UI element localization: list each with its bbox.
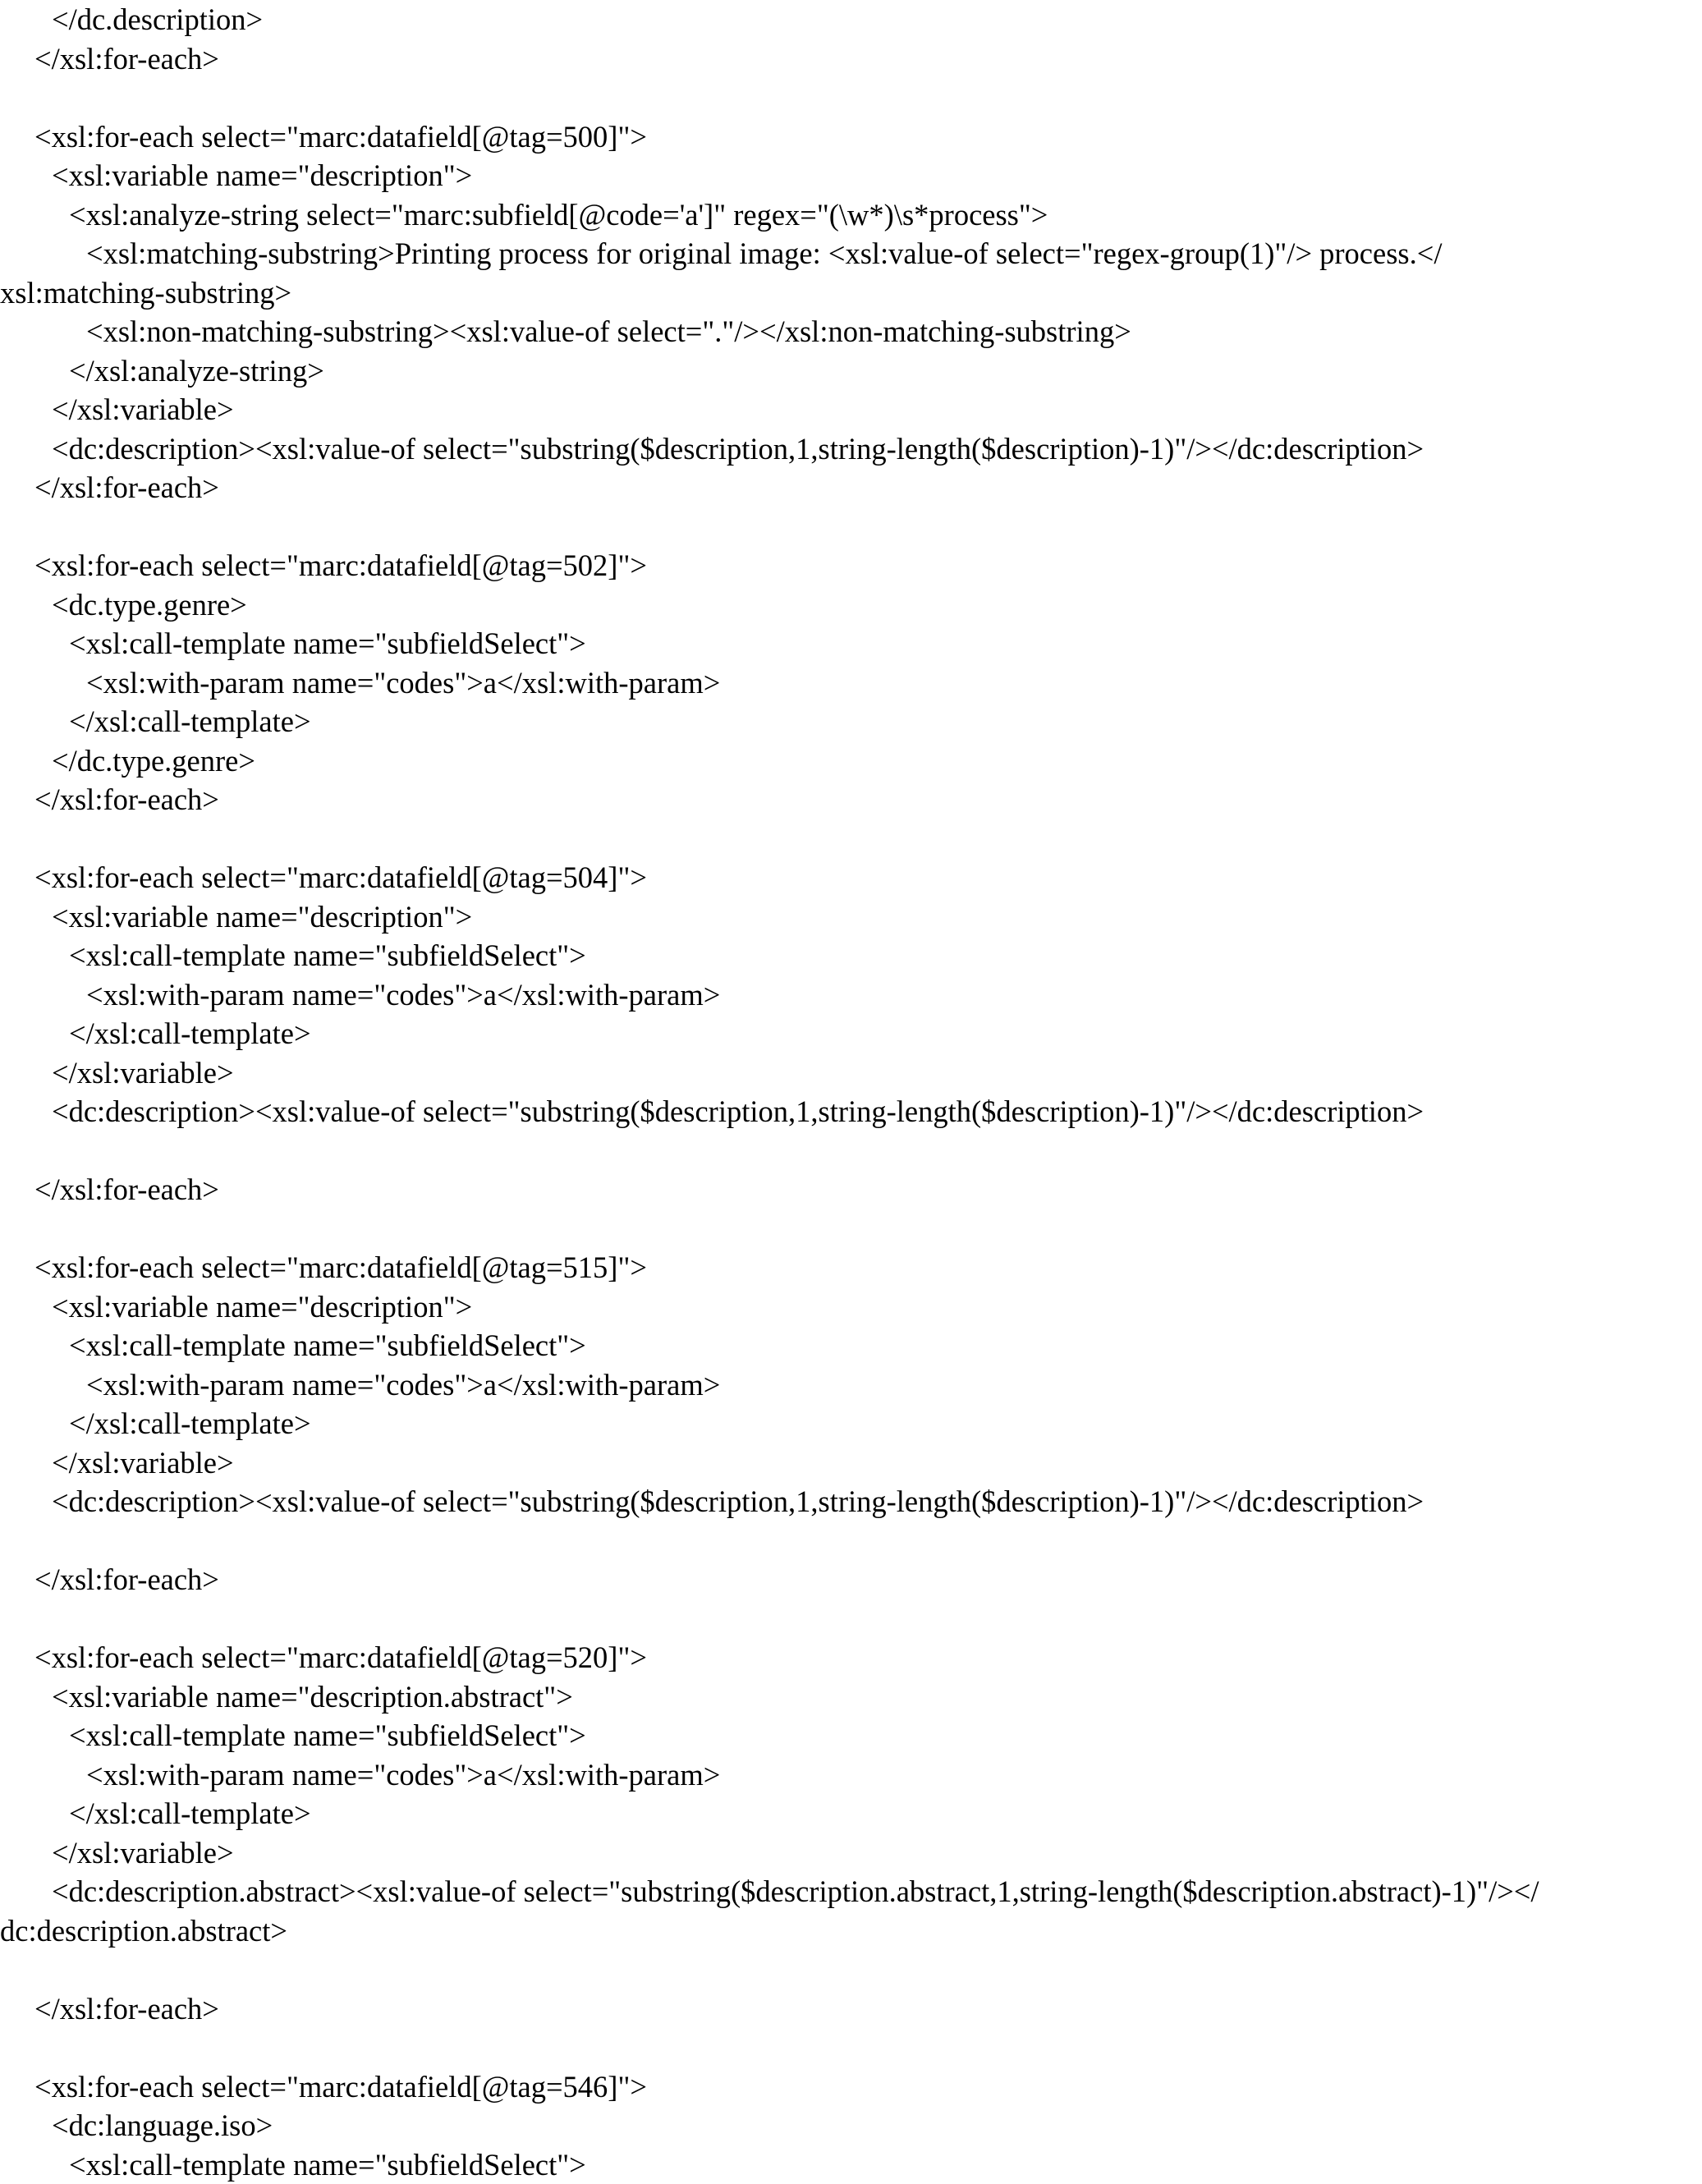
code-line: </xsl:variable> (52, 390, 1702, 429)
code-line: <xsl:for-each select="marc:datafield[@tag=500]"> (34, 117, 1702, 157)
code-line: <xsl:variable name="description"> (52, 1287, 1702, 1327)
code-line: <dc:description><xsl:value-of select="substring($description,1,string-length($description)-1)"/></dc:description> (52, 1482, 1702, 1521)
code-line (0, 1209, 1702, 1249)
code-line: <xsl:call-template name="subfieldSelect"> (69, 1716, 1702, 1755)
code-line: </dc.type.genre> (52, 741, 1702, 781)
code-line: dc:description.abstract> (0, 1911, 1702, 1951)
code-line: <xsl:matching-substring>Printing process for original image: <xsl:value-of select="regex-group(1)"/> process.</ (86, 234, 1702, 273)
code-line: <xsl:call-template name="subfieldSelect"> (69, 1326, 1702, 1365)
code-line: </xsl:for-each> (34, 39, 1702, 79)
code-line (0, 1599, 1702, 1639)
code-line: <xsl:with-param name="codes">a</xsl:with-param> (86, 1755, 1702, 1795)
code-line: <xsl:for-each select="marc:datafield[@tag=520]"> (34, 1638, 1702, 1677)
code-line: </xsl:variable> (52, 1833, 1702, 1873)
code-line: <xsl:with-param name="codes">a</xsl:with-param> (86, 975, 1702, 1015)
code-line (0, 507, 1702, 547)
code-line: <xsl:call-template name="subfieldSelect"> (69, 2145, 1702, 2184)
code-line: <xsl:analyze-string select="marc:subfield[@code='a']" regex="(\w*)\s*process"> (69, 195, 1702, 235)
code-line (0, 2028, 1702, 2067)
code-line: <xsl:for-each select="marc:datafield[@tag=502]"> (34, 546, 1702, 585)
code-line: <xsl:for-each select="marc:datafield[@tag=546]"> (34, 2067, 1702, 2107)
code-line: </xsl:analyze-string> (69, 351, 1702, 391)
code-line: <dc:description><xsl:value-of select="substring($description,1,string-length($description)-1)"/></dc:description> (52, 1092, 1702, 1131)
code-line: <xsl:variable name="description"> (52, 156, 1702, 195)
code-line: <xsl:for-each select="marc:datafield[@tag=515]"> (34, 1248, 1702, 1287)
code-line: </xsl:variable> (52, 1053, 1702, 1093)
code-line: <xsl:for-each select="marc:datafield[@tag=504]"> (34, 858, 1702, 897)
code-line: <xsl:non-matching-substring><xsl:value-of select="."/></xsl:non-matching-substring> (86, 312, 1702, 351)
code-line (0, 78, 1702, 117)
code-line: <xsl:variable name="description.abstract"> (52, 1677, 1702, 1717)
code-line: </xsl:for-each> (34, 1560, 1702, 1599)
code-line: <xsl:with-param name="codes">a</xsl:with-param> (86, 663, 1702, 703)
code-line: </xsl:call-template> (69, 1404, 1702, 1443)
code-line: </xsl:variable> (52, 1443, 1702, 1483)
code-line: <xsl:call-template name="subfieldSelect"> (69, 624, 1702, 663)
code-line: </xsl:for-each> (34, 1989, 1702, 2029)
code-line (0, 1131, 1702, 1171)
code-line: </xsl:call-template> (69, 1794, 1702, 1833)
code-line (0, 819, 1702, 859)
code-line: </xsl:call-template> (69, 702, 1702, 741)
code-line: xsl:matching-substring> (0, 273, 1702, 313)
code-line: </xsl:for-each> (34, 1170, 1702, 1209)
code-line: </dc.description> (52, 0, 1702, 39)
code-line: <dc:language.iso> (52, 2106, 1702, 2145)
code-line: <dc.type.genre> (52, 585, 1702, 625)
code-line (0, 1950, 1702, 1989)
code-line: </xsl:for-each> (34, 468, 1702, 507)
code-line: <xsl:variable name="description"> (52, 897, 1702, 937)
code-line: <dc:description.abstract><xsl:value-of select="substring($description.abstract,1,string-length($description.abstract)-1)"/></ (52, 1872, 1702, 1911)
code-line: <xsl:call-template name="subfieldSelect"> (69, 936, 1702, 975)
code-line: </xsl:for-each> (34, 780, 1702, 819)
code-line (0, 1521, 1702, 1561)
code-line: </xsl:call-template> (69, 1014, 1702, 1053)
code-line: <xsl:with-param name="codes">a</xsl:with-param> (86, 1365, 1702, 1405)
code-line: <dc:description><xsl:value-of select="substring($description,1,string-length($description)-1)"/></dc:description> (52, 429, 1702, 469)
